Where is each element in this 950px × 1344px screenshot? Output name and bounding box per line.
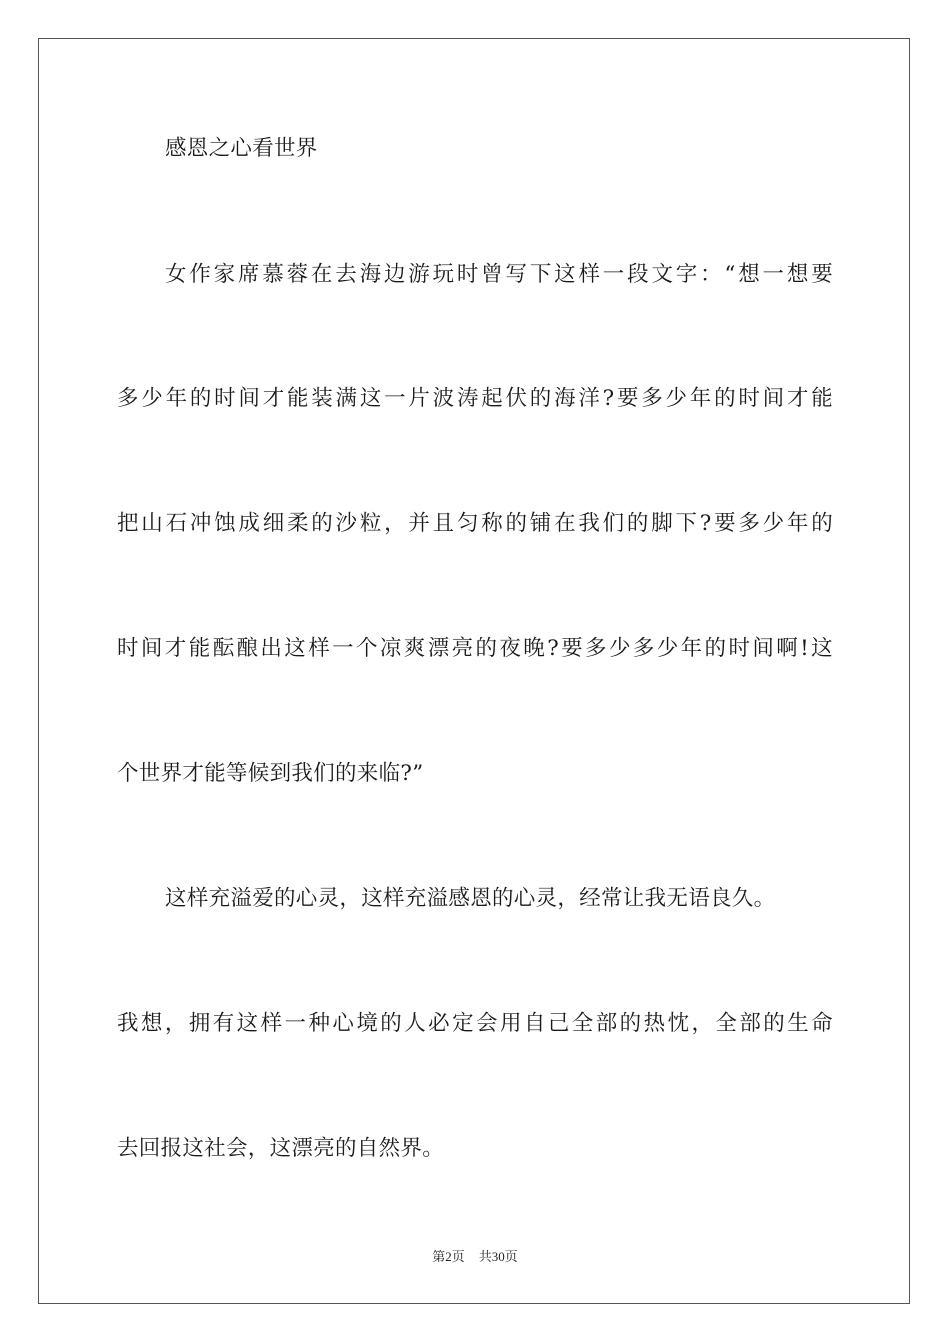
paragraph-1-line-3: 把山石冲蚀成细柔的沙粒，并且匀称的铺在我们的脚下?要多少年的 (117, 511, 833, 536)
document-title: 感恩之心看世界 (165, 136, 318, 161)
page-number: 第2页 (432, 1249, 465, 1264)
paragraph-1-line-5: 个世界才能等候到我们的来临?” (117, 761, 424, 786)
page-footer (0, 1246, 950, 1265)
page-border (38, 38, 910, 1304)
paragraph-2-line-3: 去回报这社会，这漂亮的自然界。 (117, 1136, 445, 1161)
paragraph-1-line-2: 多少年的时间才能装满这一片波涛起伏的海洋?要多少年的时间才能 (117, 386, 833, 411)
paragraph-1-line-1: 女作家席慕蓉在去海边游玩时曾写下这样一段文字：“想一想要 (165, 262, 833, 287)
paragraph-1-line-4: 时间才能酝酿出这样一个凉爽漂亮的夜晚?要多少多少年的时间啊!这 (117, 636, 833, 661)
total-pages: 共30页 (478, 1249, 518, 1264)
paragraph-2-line-2: 我想，拥有这样一种心境的人必定会用自己全部的热忱，全部的生命 (117, 1011, 833, 1036)
paragraph-2-line-1: 这样充溢爱的心灵，这样充溢感恩的心灵，经常让我无语良久。 (165, 886, 776, 911)
